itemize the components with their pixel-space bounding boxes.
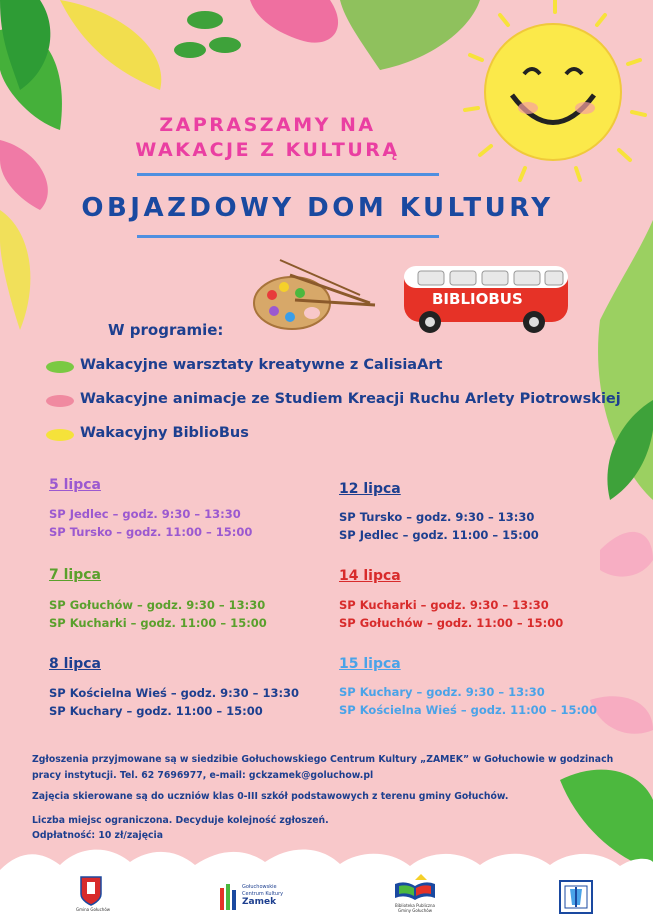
schedule-line: SP Kościelna Wieś – godz. 11:00 – 15:00 xyxy=(339,703,598,717)
biblioteka-logo xyxy=(391,874,439,914)
fern-top-yellow xyxy=(60,0,161,90)
divider-bottom xyxy=(137,235,439,238)
crest-icon xyxy=(558,879,594,915)
bullet-leaf-green-icon xyxy=(46,361,74,373)
schedule-line: SP Kucharki – godz. 11:00 – 15:00 xyxy=(49,616,267,630)
schedule-date: 14 lipca xyxy=(339,568,401,584)
schedule-line: SP Kucharki – godz. 9:30 – 13:30 xyxy=(339,598,549,612)
schedule-line: SP Gołuchów – godz. 11:00 – 15:00 xyxy=(339,616,564,630)
divider-top xyxy=(137,173,439,176)
invite-line-1: ZAPRASZAMY NA xyxy=(159,114,376,136)
gck-zamek-logo xyxy=(218,882,298,912)
schedule-date: 15 lipca xyxy=(339,656,401,672)
gck-line-3: Zamek xyxy=(242,897,277,907)
leaf-top-pink xyxy=(250,0,338,43)
bullet-leaf-yellow-icon xyxy=(46,429,74,441)
gck-tower-icon xyxy=(218,882,240,912)
school-crest-logo xyxy=(558,879,594,915)
schedule-date: 8 lipca xyxy=(49,656,101,672)
schedule-line: SP Gołuchów – godz. 9:30 – 13:30 xyxy=(49,598,266,612)
schedule-date: 12 lipca xyxy=(339,481,401,497)
schedule-line: SP Jedlec – godz. 9:30 – 13:30 xyxy=(49,507,241,521)
schedule-line: SP Tursko – godz. 11:00 – 15:00 xyxy=(49,525,253,539)
bibliobus-illustration xyxy=(400,262,572,334)
gmina-goluchow-logo xyxy=(76,876,111,912)
gck-line-2: Centrum Kultury xyxy=(242,891,284,897)
program-heading: W programie: xyxy=(108,321,224,339)
target-audience-info: Zajęcia skierowane są do uczniów klas 0-III szkół podstawowych z terenu gminy Gołuchów. xyxy=(32,791,509,802)
page-title: OBJAZDOWY DOM KULTURY xyxy=(81,193,554,223)
schedule-line: SP Tursko – godz. 9:30 – 13:30 xyxy=(339,510,535,524)
palm-top xyxy=(340,0,480,70)
schedule-line: SP Kuchary – godz. 11:00 – 15:00 xyxy=(49,704,263,718)
frond-left-yellow xyxy=(0,210,30,330)
schedule-line: SP Kościelna Wieś – godz. 9:30 – 13:30 xyxy=(49,686,300,700)
coat-of-arms-icon xyxy=(80,876,102,906)
leaf-bottom-right-pink xyxy=(590,696,653,734)
bullet-leaf-pink-icon xyxy=(46,395,74,407)
schedule-date: 7 lipca xyxy=(49,567,101,583)
open-book-icon xyxy=(391,874,439,902)
biblioteka-caption-1: Biblioteka Publiczna xyxy=(395,903,435,908)
leaf-top-center-3 xyxy=(174,42,206,58)
bus-label: BIBLIOBUS xyxy=(432,290,523,308)
leaf-top-center-1 xyxy=(187,11,223,29)
gck-line-1: Gołuchowskie xyxy=(242,884,277,890)
flower-right-pink xyxy=(600,532,653,577)
leaf-top-center-2 xyxy=(209,37,241,53)
registration-info: Zgłoszenia przyjmowane są w siedzibie Gołuchowskiego Centrum Kultury „ZAMEK” w Gołuchowie w godzinach pracy instytucji. Tel. 62 7696977, e-mail: gckzamek@goluchow.pl xyxy=(32,754,614,781)
program-item-2: Wakacyjne animacje ze Studiem Kreacji Ruchu Arlety Piotrowskiej xyxy=(80,391,621,407)
invite-line-2: WAKACJE Z KULTURĄ xyxy=(135,139,400,161)
biblioteka-caption-2: Gminy Gołuchów xyxy=(398,908,432,913)
paint-palette-illustration xyxy=(250,255,380,335)
program-item-1: Wakacyjne warsztaty kreatywne z CalisiaArt xyxy=(80,357,443,373)
gmina-caption: Gmina Gołuchów xyxy=(76,907,111,912)
fee-info: Odpłatność: 10 zł/zajęcia xyxy=(32,830,163,841)
schedule-line: SP Jedlec – godz. 11:00 – 15:00 xyxy=(339,528,539,542)
schedule-line: SP Kuchary – godz. 9:30 – 13:30 xyxy=(339,685,545,699)
limited-places-info: Liczba miejsc ograniczona. Decyduje kolejność zgłoszeń. xyxy=(32,815,329,826)
program-item-3: Wakacyjny BiblioBus xyxy=(80,425,249,441)
schedule-date: 5 lipca xyxy=(49,477,101,493)
